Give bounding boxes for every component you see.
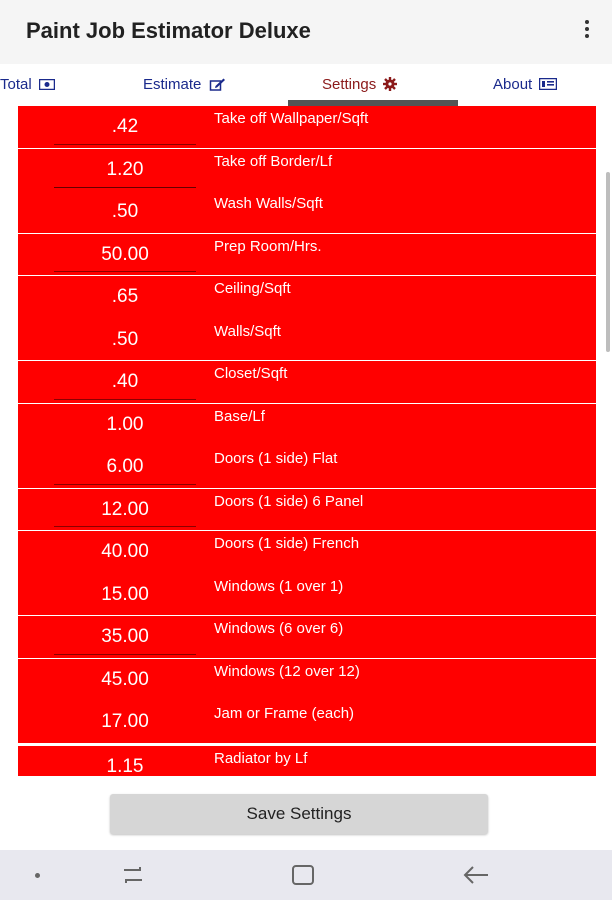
setting-label: Radiator by Lf [214, 750, 308, 767]
tab-estimate-label: Estimate [143, 76, 202, 93]
scrollbar[interactable] [606, 172, 610, 352]
info-icon [539, 78, 557, 90]
input-underline [54, 187, 196, 188]
setting-value-input[interactable]: 45.00 [101, 668, 149, 690]
setting-label: Ceiling/Sqft [214, 280, 291, 297]
setting-value-input[interactable]: 12.00 [101, 498, 149, 520]
setting-row [18, 489, 596, 532]
input-underline [54, 526, 196, 527]
setting-value-input[interactable]: 50.00 [101, 243, 149, 265]
setting-label: Take off Wallpaper/Sqft [214, 110, 369, 127]
setting-label: Jam or Frame (each) [214, 705, 355, 722]
back-arrow-icon[interactable] [462, 863, 490, 887]
setting-row [18, 191, 596, 234]
setting-row [18, 319, 596, 362]
setting-row [18, 404, 596, 447]
setting-label: Doors (1 side) 6 Panel [214, 492, 364, 510]
setting-value-input[interactable]: .65 [111, 286, 139, 307]
setting-label: Prep Room/Hrs. [214, 237, 322, 255]
setting-value-input[interactable]: 40.00 [101, 541, 149, 562]
setting-value-input[interactable]: 35.00 [101, 626, 149, 647]
overflow-menu-icon[interactable] [584, 20, 590, 42]
home-icon[interactable] [292, 865, 314, 885]
app-bar [0, 0, 612, 64]
system-nav-bar [0, 850, 612, 900]
setting-label: Walls/Sqft [214, 322, 281, 340]
settings-list[interactable] [18, 106, 596, 776]
setting-row [18, 746, 596, 776]
save-settings-button[interactable]: Save Settings [110, 794, 488, 834]
input-underline [54, 654, 196, 655]
setting-value-input[interactable]: .50 [111, 328, 139, 350]
setting-label: Take off Border/Lf [214, 152, 333, 170]
setting-value-input[interactable]: 15.00 [101, 583, 149, 605]
money-icon [39, 79, 55, 90]
setting-row [18, 701, 596, 744]
tab-total-label: Total [0, 76, 32, 93]
setting-label: Windows (12 over 12) [214, 662, 360, 680]
setting-value-input[interactable]: 6.00 [106, 456, 144, 477]
setting-value-input[interactable]: 1.00 [106, 413, 144, 435]
setting-label: Doors (1 side) French [214, 535, 360, 552]
input-underline [54, 399, 196, 400]
setting-label: Windows (6 over 6) [214, 620, 344, 637]
tab-settings-label: Settings [322, 76, 377, 93]
setting-row [18, 276, 596, 319]
setting-value-input[interactable]: .42 [111, 116, 139, 137]
setting-label: Wash Walls/Sqft [214, 195, 323, 212]
setting-label: Base/Lf [214, 407, 265, 425]
setting-label: Closet/Sqft [214, 365, 288, 382]
gear-icon [383, 77, 397, 91]
setting-row [18, 446, 596, 489]
setting-row [18, 616, 596, 659]
setting-row [18, 659, 596, 702]
setting-value-input[interactable]: .50 [111, 201, 139, 222]
input-underline [54, 144, 196, 145]
setting-row [18, 361, 596, 404]
setting-value-input[interactable]: 1.20 [106, 158, 144, 180]
input-underline [54, 271, 196, 272]
setting-row [18, 106, 596, 149]
setting-row [18, 531, 596, 574]
setting-row [18, 149, 596, 192]
tab-about-label: About [493, 76, 533, 93]
setting-label: Doors (1 side) Flat [214, 450, 338, 467]
app-title: Paint Job Estimator Deluxe [26, 18, 311, 43]
setting-value-input[interactable]: 1.15 [106, 756, 144, 776]
tab-about[interactable] [493, 64, 557, 106]
input-underline [54, 484, 196, 485]
nav-dot-icon [35, 873, 40, 878]
setting-row [18, 574, 596, 617]
edit-icon [209, 78, 226, 91]
recent-apps-icon[interactable] [122, 866, 144, 884]
setting-value-input[interactable]: 17.00 [101, 711, 149, 732]
setting-label: Windows (1 over 1) [214, 577, 344, 595]
setting-value-input[interactable]: .40 [111, 371, 139, 392]
tab-total[interactable] [0, 64, 55, 106]
tab-estimate[interactable] [143, 64, 226, 106]
setting-row [18, 234, 596, 277]
